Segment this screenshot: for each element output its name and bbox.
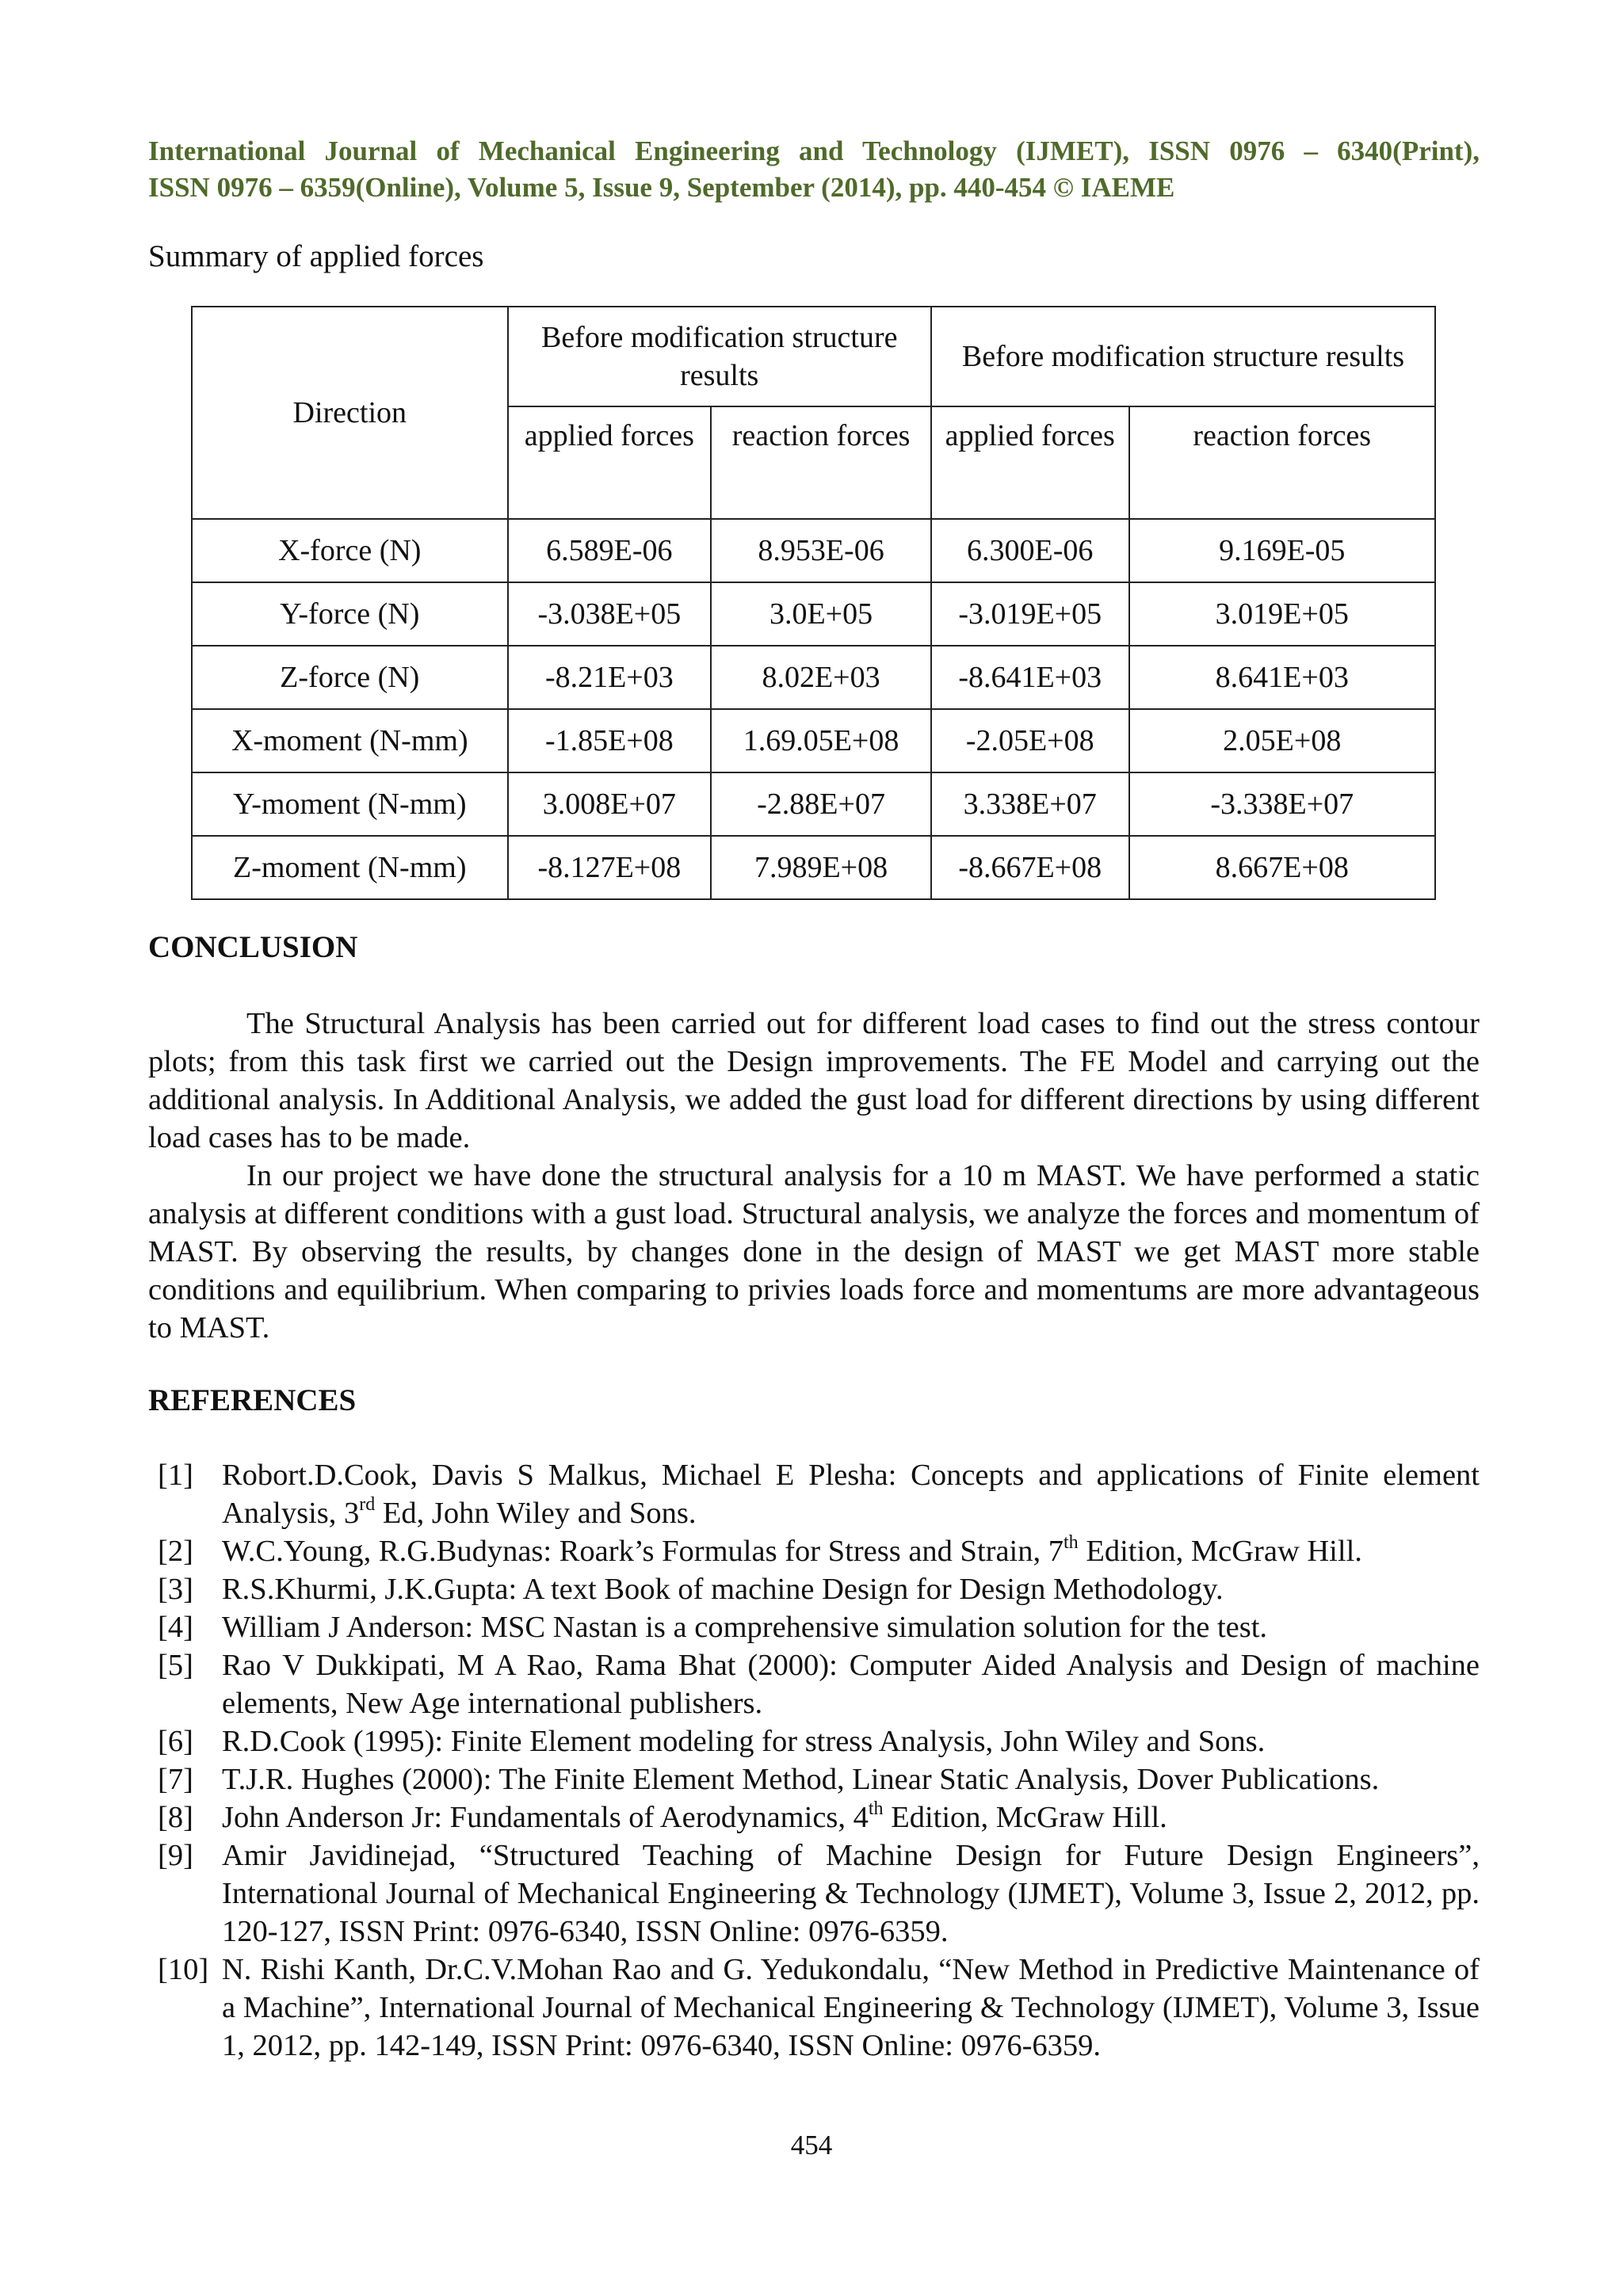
conclusion-paragraph-2: In our project we have done the structural analysis for a 10 m MAST. We have performed a static analysis at different conditions with a gust load. Structural analysis, we analyze the forces and momentum of MAST. By observing the results, by changes done in the design of MAST we get MAST more stable conditions and equilibrium. When comparing to privies loads force and momentums are more advantageous to MAST.	[148, 1159, 1480, 1344]
table-cell: 2.05E+08	[1129, 709, 1436, 772]
table-cell: 7.989E+08	[711, 836, 931, 899]
table-row	[192, 519, 1435, 582]
reference-item	[148, 1836, 1480, 1951]
reference-number: [9]	[158, 1839, 193, 1872]
reference-number: [4]	[158, 1611, 193, 1644]
reference-text: Amir Javidinejad, “Structured Teaching of Machine Design for Future Design Engineers”, International Journal of Mechanical Engineering & Technology (IJMET), Volume 3, Issue 2, 2012, pp. 120-127, ISSN Print: 0976-6340, ISSN Online: 0976-6359.	[222, 1839, 1480, 1948]
table-cell: -3.019E+05	[931, 582, 1129, 646]
table-row	[192, 709, 1435, 772]
reference-item	[148, 1760, 1480, 1798]
reference-number: [10]	[158, 1953, 209, 1986]
conclusion-heading: CONCLUSION	[148, 930, 358, 964]
reference-text: R.S.Khurmi, J.K.Gupta: A text Book of machine Design for Design Methodology.	[222, 1573, 1224, 1606]
reference-text: John Anderson Jr: Fundamentals of Aerodynamics, 4	[222, 1801, 869, 1834]
reference-number: [1]	[158, 1459, 193, 1492]
reference-superscript: th	[868, 1798, 884, 1819]
reference-text: W.C.Young, R.G.Budynas: Roark’s Formulas for Stress and Strain, 7	[222, 1535, 1064, 1568]
table-cell: 3.008E+07	[508, 772, 712, 836]
reference-number: [8]	[158, 1801, 193, 1834]
table-caption: Summary of applied forces	[148, 239, 484, 273]
table-cell: Y-force (N)	[192, 582, 508, 646]
table-row	[192, 646, 1435, 709]
reference-item	[148, 1532, 1480, 1570]
table-row	[192, 836, 1435, 899]
table-cell: Y-moment (N-mm)	[192, 772, 508, 836]
table-cell: Z-moment (N-mm)	[192, 836, 508, 899]
table-cell: 3.338E+07	[931, 772, 1129, 836]
reference-number: [5]	[158, 1649, 193, 1682]
table-cell: Z-force (N)	[192, 646, 508, 709]
applied-forces-table	[191, 306, 1436, 900]
reference-item	[148, 1722, 1480, 1760]
group-header-2: Before modification structure results	[931, 307, 1435, 406]
reference-text: William J Anderson: MSC Nastan is a comprehensive simulation solution for the test.	[222, 1611, 1268, 1644]
reference-item	[148, 1646, 1480, 1722]
reference-text-tail: Edition, McGraw Hill.	[883, 1801, 1167, 1834]
references-heading: REFERENCES	[148, 1383, 357, 1417]
page-number: 454	[790, 2130, 833, 2161]
reference-number: [6]	[158, 1725, 193, 1758]
table-cell: 8.667E+08	[1129, 836, 1436, 899]
reference-text: R.D.Cook (1995): Finite Element modeling for stress Analysis, John Wiley and Sons.	[222, 1725, 1266, 1758]
table-cell: 3.019E+05	[1129, 582, 1436, 646]
table-cell: -1.85E+08	[508, 709, 712, 772]
table-row	[192, 582, 1435, 646]
table-cell: 3.0E+05	[711, 582, 931, 646]
references-list	[148, 1456, 1480, 2065]
table-cell: 8.641E+03	[1129, 646, 1436, 709]
table-cell: -3.338E+07	[1129, 772, 1436, 836]
reference-text: N. Rishi Kanth, Dr.C.V.Mohan Rao and G. Yedukondalu, “New Method in Predictive Maintenance of a Machine”, International Journal of Mechanical Engineering & Technology (IJMET), Volume 3, Issue 1, 2012, pp. 142-149, ISSN Print: 0976-6340, ISSN Online: 0976-6359.	[222, 1953, 1480, 2062]
reference-item	[148, 1570, 1480, 1608]
table-cell: -8.641E+03	[931, 646, 1129, 709]
reference-text-tail: Ed, John Wiley and Sons.	[375, 1497, 697, 1530]
table-row	[192, 772, 1435, 836]
table-cell: 6.300E-06	[931, 519, 1129, 582]
table-cell: -2.88E+07	[711, 772, 931, 836]
table-cell: 8.02E+03	[711, 646, 931, 709]
subheader-reaction-forces-2: reaction forces	[1129, 406, 1436, 519]
table-cell: 1.69.05E+08	[711, 709, 931, 772]
conclusion-paragraph-1: The Structural Analysis has been carried out for different load cases to find out the stress contour plots; from this task first we carried out the Design improvements. The FE Model and carrying out the additional analysis. In Additional Analysis, we added the gust load for different directions by using different load cases has to be made.	[148, 1007, 1480, 1154]
table-header-row	[192, 307, 1435, 406]
conclusion-body	[148, 1005, 1480, 1347]
table-cell: -2.05E+08	[931, 709, 1129, 772]
journal-header-line-1: International Journal of Mechanical Engineering and Technology (IJMET), ISSN 0976 – 6340(Print),	[148, 135, 1480, 166]
reference-item	[148, 1456, 1480, 1532]
table-cell: -8.21E+03	[508, 646, 712, 709]
journal-header	[148, 133, 1480, 206]
table-cell: -8.127E+08	[508, 836, 712, 899]
reference-item	[148, 1798, 1480, 1836]
reference-item	[148, 1951, 1480, 2065]
table-cell: 9.169E-05	[1129, 519, 1436, 582]
table-cell: -8.667E+08	[931, 836, 1129, 899]
table-cell: -3.038E+05	[508, 582, 712, 646]
subheader-applied-forces-2: applied forces	[931, 406, 1129, 519]
group-header-1: Before modification structure results	[508, 307, 931, 406]
reference-superscript: rd	[359, 1494, 376, 1515]
subheader-reaction-forces-1: reaction forces	[711, 406, 931, 519]
reference-text: Rao V Dukkipati, M A Rao, Rama Bhat (2000): Computer Aided Analysis and Design of machine elements, New Age international publishers.	[222, 1649, 1480, 1720]
reference-item	[148, 1608, 1480, 1646]
subheader-applied-forces-1: applied forces	[508, 406, 712, 519]
journal-header-line-2: ISSN 0976 – 6359(Online), Volume 5, Issue 9, September (2014), pp. 440-454 © IAEME	[148, 172, 1175, 203]
direction-header: Direction	[192, 307, 508, 519]
reference-number: [3]	[158, 1573, 193, 1606]
reference-text: T.J.R. Hughes (2000): The Finite Element Method, Linear Static Analysis, Dover Publications.	[222, 1763, 1380, 1796]
table-cell: 6.589E-06	[508, 519, 712, 582]
reference-text-tail: Edition, McGraw Hill.	[1078, 1535, 1362, 1568]
table-cell: 8.953E-06	[711, 519, 931, 582]
reference-number: [2]	[158, 1535, 193, 1568]
table-cell: X-moment (N-mm)	[192, 709, 508, 772]
reference-superscript: th	[1064, 1532, 1079, 1553]
reference-number: [7]	[158, 1763, 193, 1796]
table-cell: X-force (N)	[192, 519, 508, 582]
reference-text: Robort.D.Cook, Davis S Malkus, Michael E Plesha: Concepts and applications of Finite element Analysis, 3	[222, 1459, 1480, 1530]
